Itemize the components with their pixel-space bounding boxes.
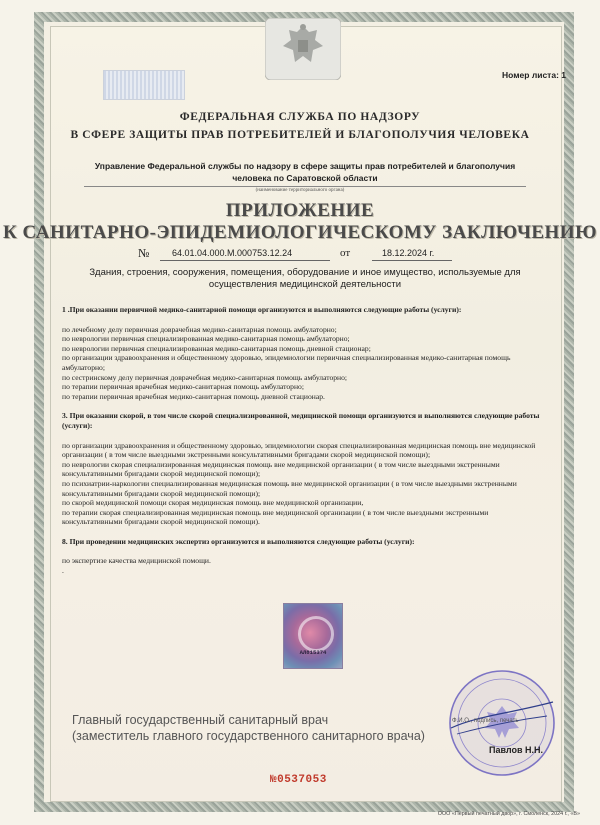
chief-title-line1: Главный государственный санитарный врач — [72, 713, 329, 727]
services-body — [62, 305, 542, 576]
number-date-line — [0, 248, 600, 262]
hologram-emblem-icon — [298, 616, 334, 652]
list-item: по психиатрии-наркологии специализированная медицинская помощь вне медицинской организации ( в том числе выездными экстренными консультативными бригадами скорой медицинской помощи); — [62, 478, 517, 498]
hologram-sticker — [283, 603, 343, 669]
list-item: по организации здравоохранения и общественному здоровью, эпидемиологии первичная специализированная медико-санитарная помощь амбулаторно; — [62, 353, 511, 372]
date-underline — [372, 260, 452, 261]
list-item: по организации здравоохранения и общественному здоровью, эпидемиологии скорая специализированная медицинская помощь вне медицинской организации ( в том числе выездными экстренными консультативными бригадами скорой медицинской помощи); — [62, 440, 536, 460]
coat-of-arms-emblem — [265, 18, 341, 80]
list-item: по скорой медицинской помощи скорая медицинская помощь вне медицинской организации, — [62, 498, 364, 508]
list-item: по терапии первичная врачебная медико-санитарная помощь амбулаторно; — [62, 382, 304, 392]
conclusion-date: 18.12.2024 г. — [382, 248, 435, 258]
appendix-title-line2: К САНИТАРНО-ЭПИДЕМИОЛОГИЧЕСКОМУ ЗАКЛЮЧЕНИЮ — [2, 222, 598, 243]
date-label: от — [340, 247, 351, 259]
department-underline — [84, 186, 526, 187]
list-item: по терапии первичная врачебная медико-санитарная помощь дневной стационар. — [62, 391, 325, 401]
section-title: 8. При проведении медицинских экспертиз организуются и выполняются следующие работы (услуги): — [62, 536, 415, 546]
subject-description: Здания, строения, сооружения, помещения, оборудование и иное имущество, используемые для осуществления медицинской деятельности — [89, 267, 521, 290]
list-item: по экспертизе качества медицинской помощи. — [62, 556, 211, 566]
list-item: по неврологии скорая специализированная медицинская помощь вне медицинской организации ( в том числе выездными экстренными консультативными бригадами скорой медицинской помощи); — [62, 459, 500, 479]
number-symbol: № — [138, 246, 150, 260]
sheet-number: Номер листа: 1 — [502, 70, 566, 80]
printer-imprint: ООО «Первый печатный двор», г. Смоленск, 2024 г., «В» — [437, 811, 580, 817]
qr-code — [103, 70, 185, 100]
list-item: по сестринскому делу первичная доврачебная медико-санитарная помощь амбулаторно; — [62, 372, 348, 382]
agency-title-line1: ФЕДЕРАЛЬНАЯ СЛУЖБА ПО НАДЗОРУ — [179, 111, 421, 123]
section-title: 1 .При оказании первичной медико-санитарной помощи организуются и выполняются следующие работы (услуги): — [62, 305, 462, 314]
number-underline — [160, 260, 330, 261]
section-title: 3. При оказании скорой, в том числе скорой специализированной, медицинской помощи организуются и выполняются следующие работы (услуги): — [62, 411, 540, 430]
list-item: по лечебному делу первичная доврачебная медико-санитарная помощь амбулаторно; — [62, 324, 337, 334]
department-note: (наименование территориального органа) — [255, 188, 345, 193]
list-item: по неврологии первичная специализированная медико-санитарная помощь амбулаторно; — [62, 334, 350, 344]
list-item: . — [62, 566, 64, 576]
list-item: по терапии скорая специализированная медицинская помощь вне медицинской организации ( в том числе выездными экстренными консультативными бригадами скорой медицинской помощи). — [62, 507, 489, 527]
hologram-code: АЛ815374 — [299, 649, 327, 656]
department-name: Управление Федеральной службы по надзору в сфере защиты прав потребителей и благополучия человека по Саратовской области — [94, 161, 516, 183]
conclusion-number: 64.01.04.000.М.000753.12.24 — [172, 248, 293, 258]
appendix-title-line1: ПРИЛОЖЕНИЕ — [225, 200, 375, 221]
list-item: по неврологии первичная специализированная медико-санитарная помощь дневной стационар; — [62, 343, 371, 353]
form-serial-number: №0537053 — [270, 774, 327, 786]
seal-caption: Ф.И.О., подпись, печать — [452, 718, 519, 724]
agency-title-line2: В СФЕРЕ ЗАЩИТЫ ПРАВ ПОТРЕБИТЕЛЕЙ И БЛАГОПОЛУЧИЯ ЧЕЛОВЕКА — [70, 129, 530, 141]
signatory-name: Павлов Н.Н. — [489, 745, 544, 755]
chief-title-line2: (заместитель главного государственного санитарного врача) — [72, 729, 425, 743]
